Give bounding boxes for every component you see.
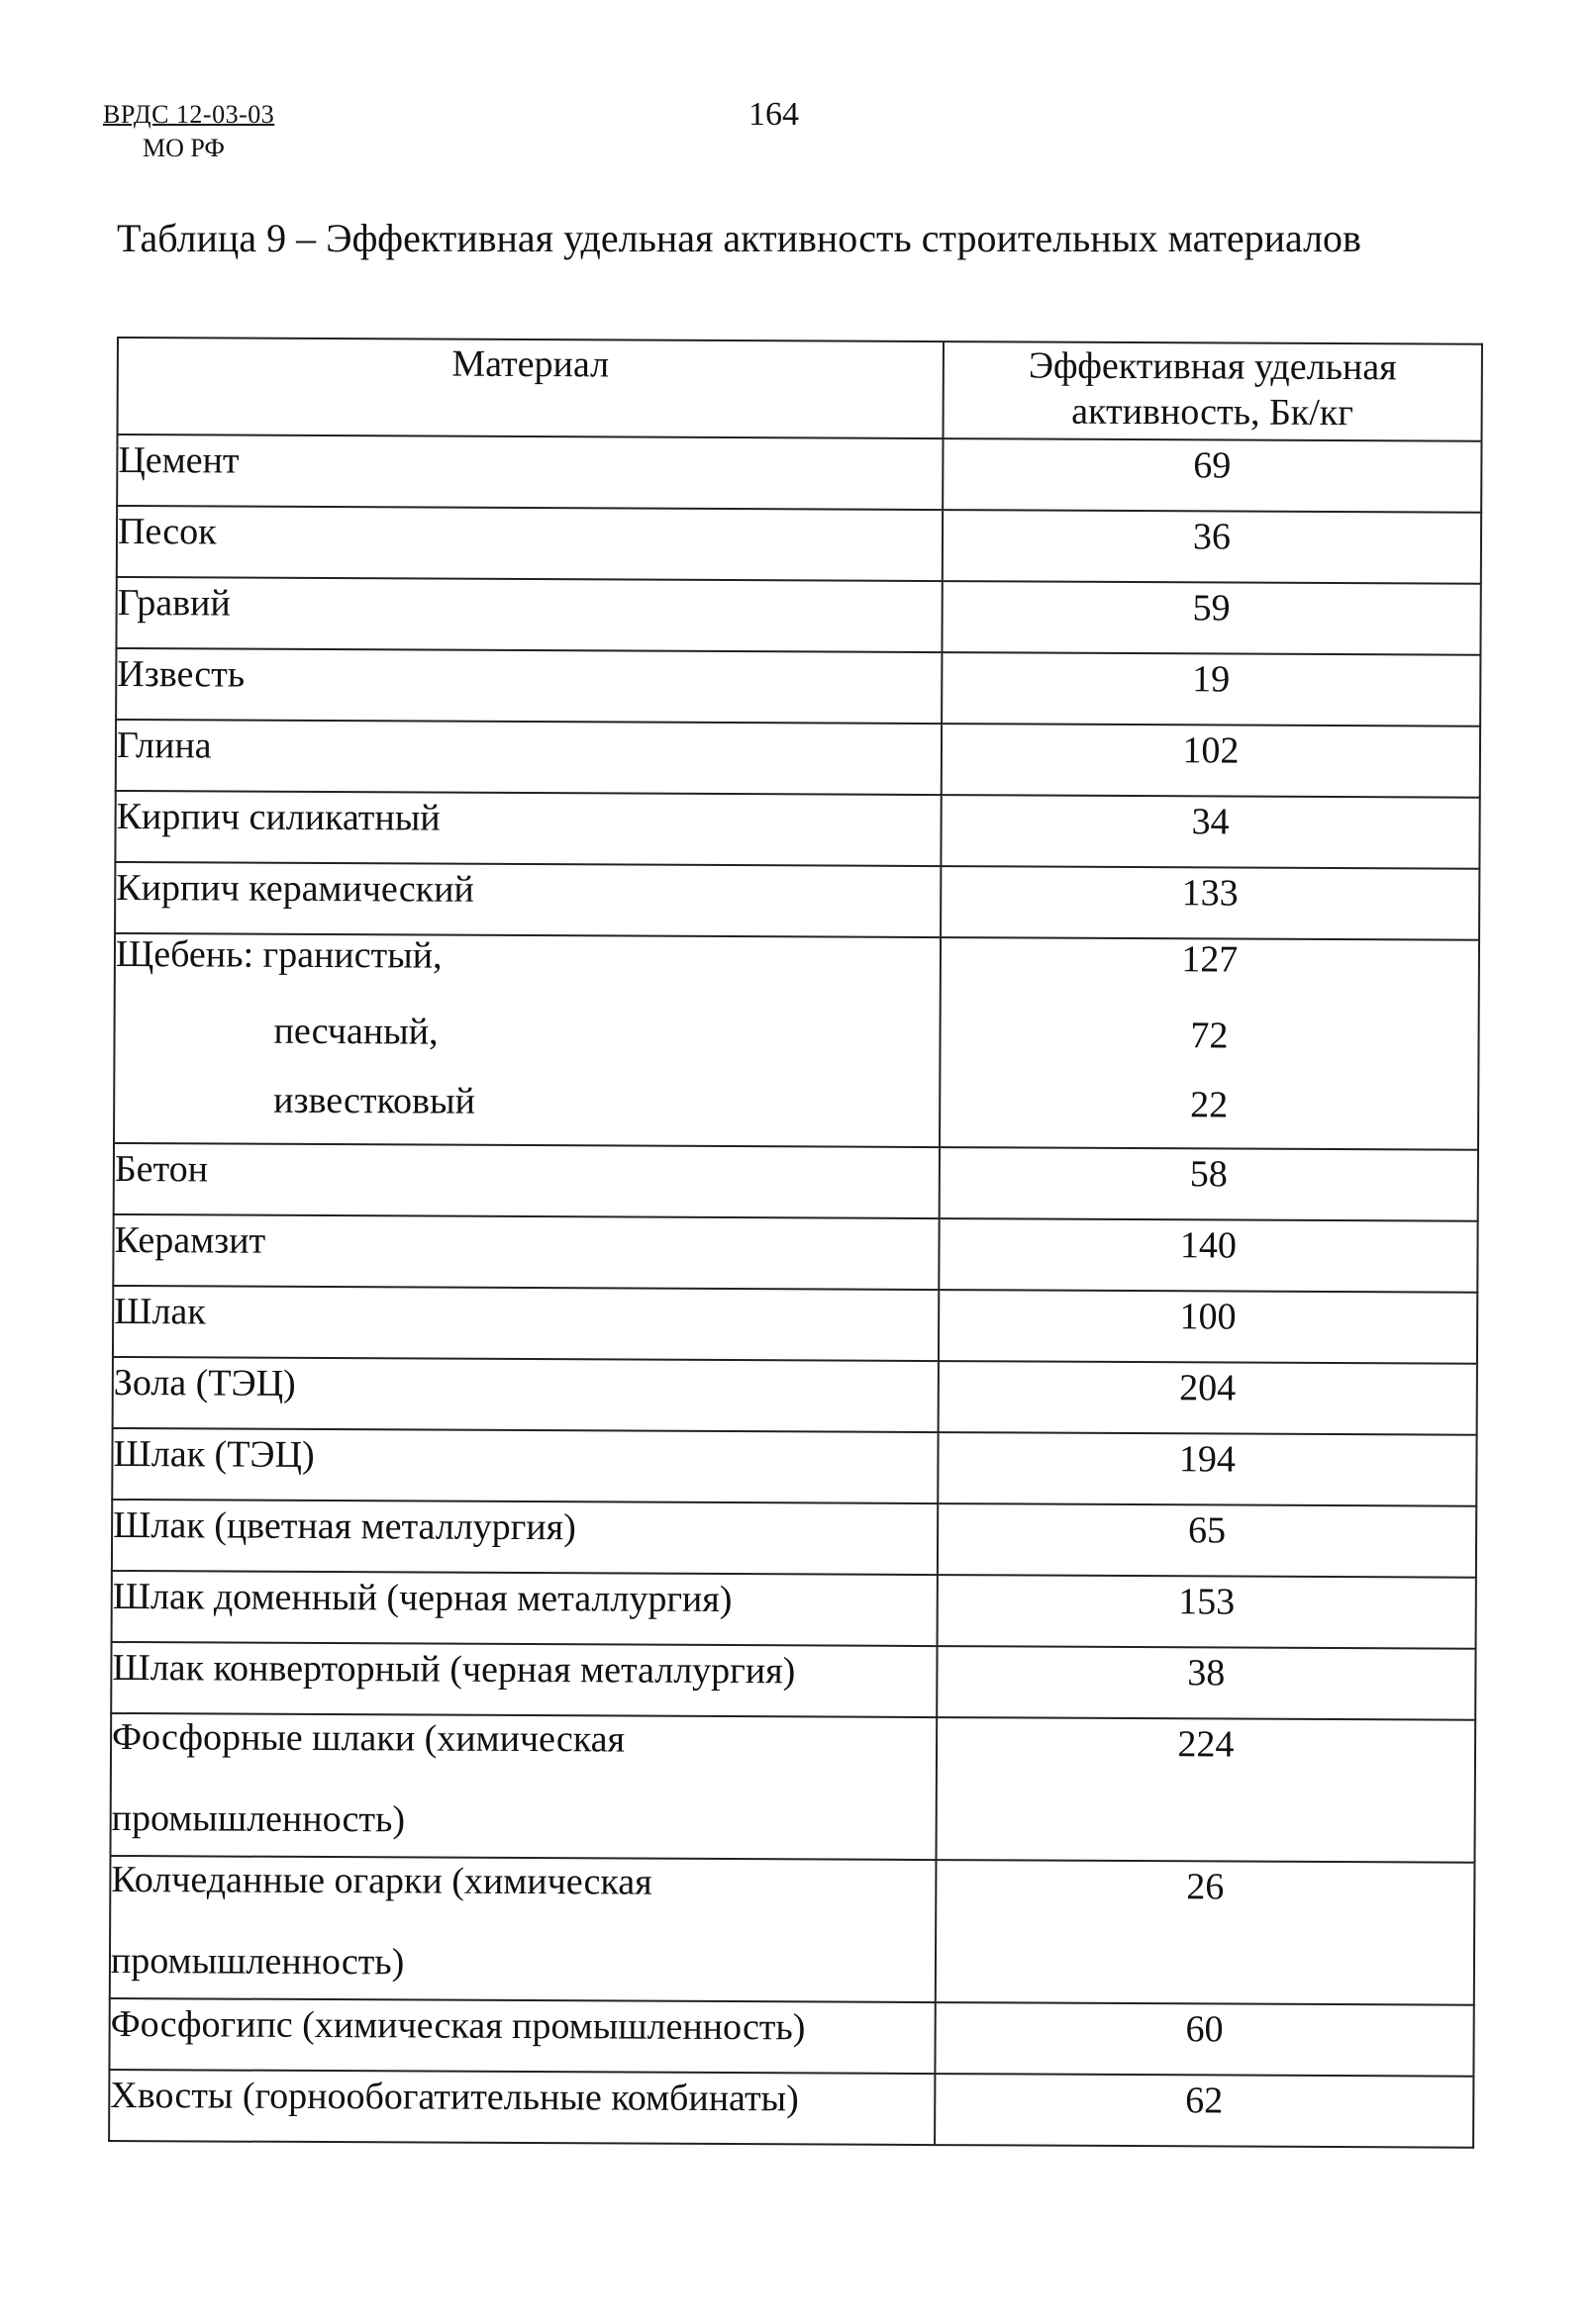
crushed-stone-limestone: известковый — [273, 1079, 476, 1122]
table-row — [114, 1143, 1478, 1221]
material-cell — [114, 933, 941, 1147]
material-cell: Бетон — [114, 1143, 940, 1218]
material-cell: Хвосты (горнообогатительные комбинаты) — [109, 2070, 935, 2145]
crushed-stone-granite: Щебень: гранистый, — [115, 933, 443, 977]
material-cell: Цемент — [117, 435, 943, 510]
activity-cell: 62 — [935, 2074, 1474, 2148]
table-row — [113, 1286, 1477, 1364]
table-row — [109, 2070, 1473, 2148]
crushed-stone-sand-value: 72 — [1190, 1015, 1229, 1057]
crushed-stone-granite-value: 127 — [1181, 938, 1239, 981]
activity-cell: 100 — [939, 1290, 1478, 1364]
material-cell: Гравий — [116, 577, 942, 652]
crushed-stone-limestone-value: 22 — [1190, 1084, 1229, 1126]
column-header-activity — [943, 341, 1482, 441]
column-header-activity-line2: активность, Бк/кг — [1071, 390, 1353, 435]
material-cell: Кирпич керамический — [115, 862, 941, 937]
table-row — [113, 1214, 1477, 1293]
material-line: промышленность) — [111, 1796, 406, 1841]
activity-cell: 65 — [938, 1503, 1477, 1578]
activity-cell: 34 — [941, 795, 1480, 869]
material-line: Колчеданные огарки (химическая — [111, 1858, 652, 1903]
activity-cell: 69 — [943, 438, 1482, 513]
table-row-pyrite-cinders — [110, 1856, 1475, 2005]
activity-cell: 26 — [936, 1860, 1475, 2005]
activity-cell: 194 — [938, 1432, 1477, 1506]
table-row — [112, 1500, 1476, 1578]
material-cell: Шлак конверторный (черная металлургия) — [111, 1642, 937, 1717]
table-row — [109, 1998, 1473, 2077]
activity-cell: 19 — [942, 652, 1481, 726]
table-row — [111, 1642, 1475, 1720]
table-row — [116, 648, 1480, 726]
activity-cell: 60 — [935, 2002, 1474, 2077]
material-cell: Шлак — [113, 1286, 939, 1361]
material-line: Фосфорные шлаки (химическая — [111, 1715, 626, 1761]
page-number: 164 — [748, 96, 799, 133]
table-row — [116, 577, 1480, 655]
column-header-activity-line1: Эффективная удельная — [1028, 344, 1397, 389]
material-cell — [110, 1856, 937, 2002]
activity-cell: 224 — [936, 1717, 1475, 1863]
material-cell: Глина — [116, 720, 942, 795]
material-cell: Шлак доменный (черная металлургия) — [112, 1571, 938, 1646]
crushed-stone-sand: песчаный, — [273, 1010, 439, 1053]
activity-cell: 140 — [939, 1218, 1478, 1293]
material-cell: Шлак (ТЭЦ) — [112, 1428, 938, 1503]
activity-cell: 102 — [942, 724, 1481, 798]
table-row — [117, 506, 1481, 584]
table-header-row — [118, 338, 1482, 441]
material-cell — [110, 1713, 937, 1860]
table-caption: Таблица 9 – Эффективная удельная активность строительных материалов — [117, 216, 1361, 260]
table-row-phosphor-slag — [110, 1713, 1475, 1863]
activity-cell: 133 — [941, 866, 1480, 940]
document-code: ВРДС 12-03-03 — [103, 100, 275, 129]
table-row — [112, 1571, 1476, 1649]
activity-cell: 153 — [937, 1575, 1476, 1649]
material-cell: Керамзит — [113, 1214, 939, 1290]
activity-cell: 204 — [938, 1361, 1477, 1435]
table-row-crushed-stone — [114, 933, 1479, 1150]
material-cell: Шлак (цветная металлургия) — [112, 1500, 938, 1575]
activity-cell — [940, 937, 1479, 1150]
table-row — [112, 1428, 1476, 1506]
material-line: промышленность) — [110, 1939, 405, 1984]
table-row — [117, 435, 1481, 513]
material-cell: Кирпич силикатный — [115, 791, 941, 866]
document-organization: МО РФ — [143, 134, 225, 162]
table-row — [115, 862, 1479, 940]
table-row — [116, 720, 1480, 798]
material-cell: Фосфогипс (химическая промышленность) — [109, 1998, 935, 2074]
column-header-material: Материал — [118, 338, 944, 438]
activity-cell: 38 — [937, 1646, 1476, 1720]
activity-cell: 58 — [939, 1147, 1478, 1221]
material-cell: Зола (ТЭЦ) — [113, 1357, 939, 1432]
material-cell: Известь — [116, 648, 942, 724]
table-row — [115, 791, 1479, 869]
materials-activity-table — [108, 337, 1483, 2149]
activity-cell: 59 — [942, 581, 1481, 655]
activity-cell: 36 — [943, 510, 1482, 584]
table-row — [113, 1357, 1477, 1435]
material-cell: Песок — [117, 506, 943, 581]
